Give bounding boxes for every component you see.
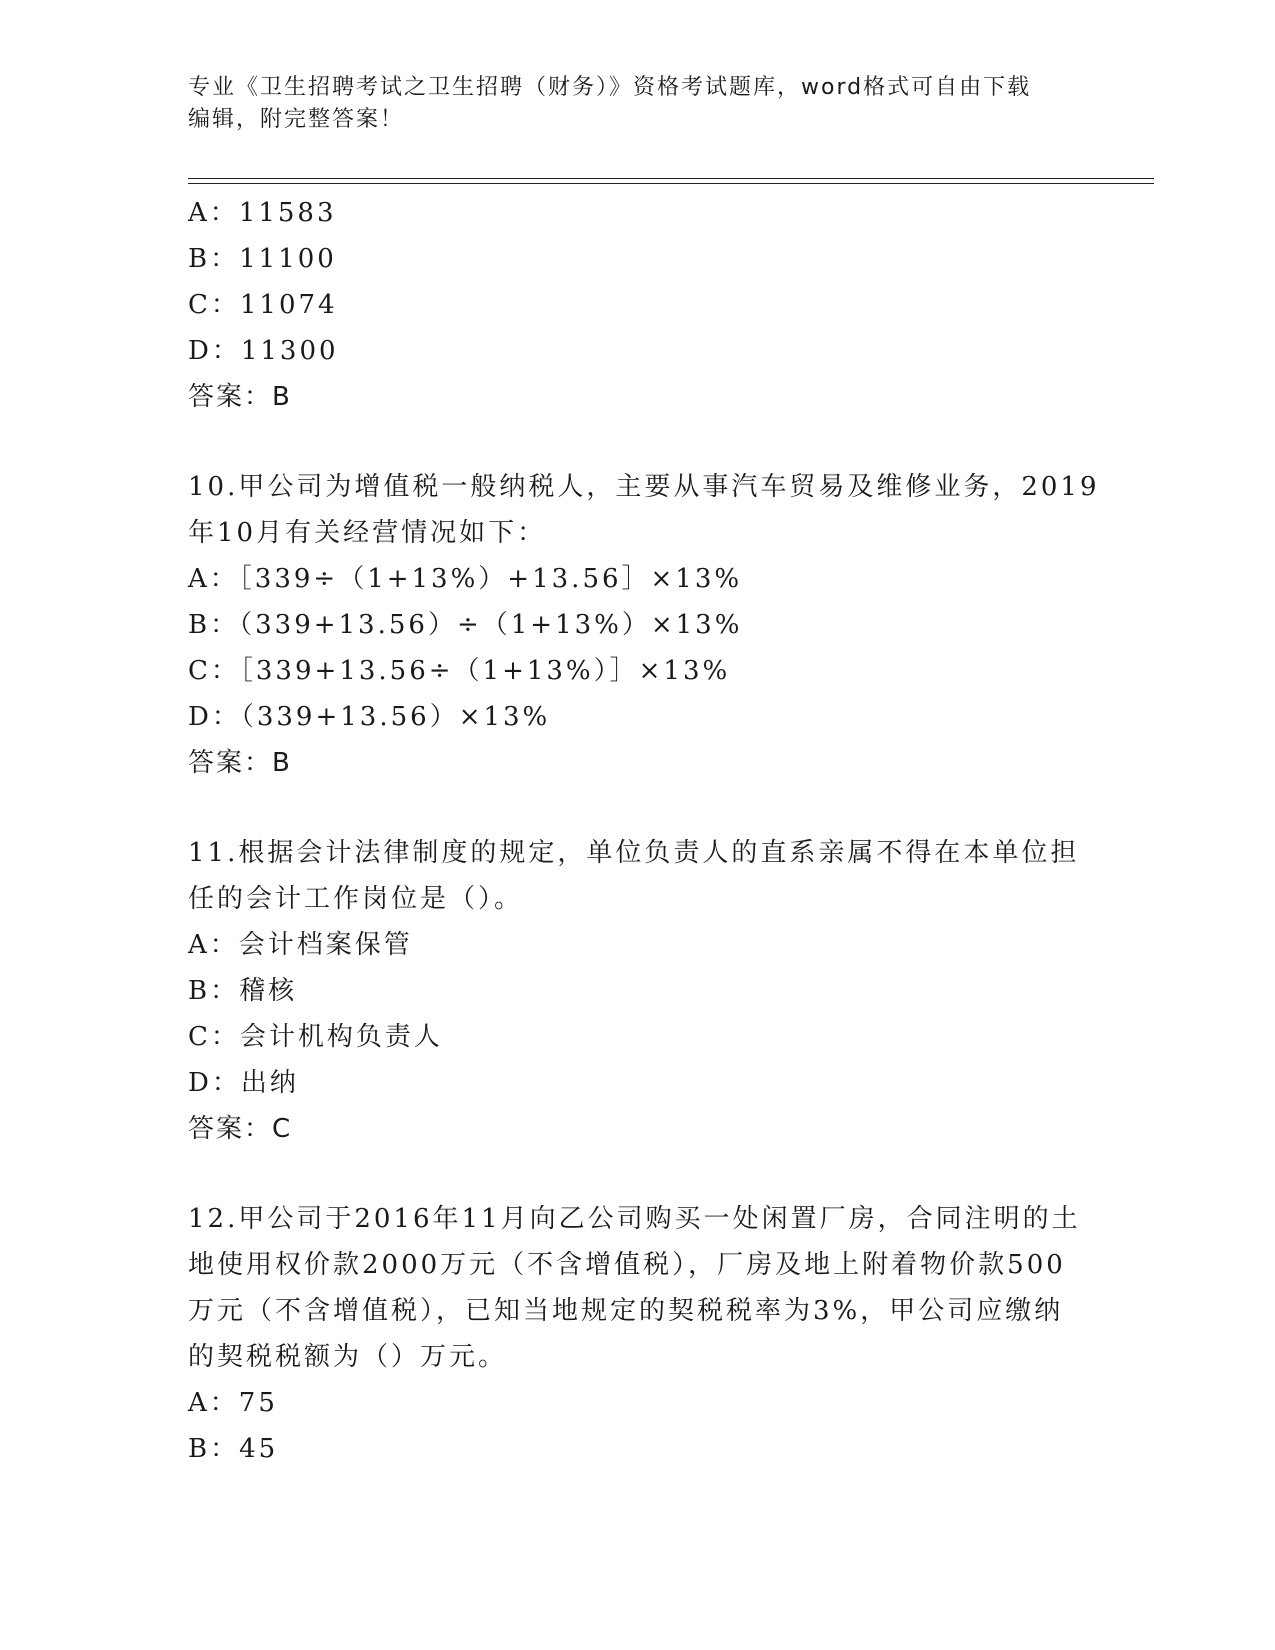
option-c: C：［339+13.56÷（1+13%）］×13% (188, 656, 731, 686)
option-d: D：出纳 (188, 1068, 299, 1098)
question-text-line: 12.甲公司于2016年11月向乙公司购买一处闲置厂房，合同注明的土 (188, 1204, 1081, 1234)
document-header (188, 72, 1088, 136)
header-divider-bottom (188, 183, 1154, 184)
question-text-line: 任的会计工作岗位是（）。 (188, 884, 524, 914)
option-b: B：（339+13.56）÷（1+13%）×13% (188, 610, 743, 640)
header-divider-top (188, 178, 1154, 179)
question-gap (188, 786, 1088, 830)
option-a: A：会计档案保管 (188, 930, 413, 960)
answer-line: 答案：C (188, 1114, 293, 1144)
question-gap (188, 420, 1088, 464)
question-10 (188, 464, 1100, 786)
answer-line: 答案：B (188, 382, 292, 412)
option-b: B：11100 (188, 244, 337, 274)
answer-line: 答案：B (188, 748, 292, 778)
question-list (188, 190, 1100, 1472)
question-gap (188, 1152, 1088, 1196)
question-text-line: 11.根据会计法律制度的规定，单位负责人的直系亲属不得在本单位担 (188, 838, 1080, 868)
option-b: B：稽核 (188, 976, 298, 1006)
question-9 (188, 190, 1088, 420)
option-d: D：（339+13.56）×13% (188, 702, 551, 732)
question-text-line: 的契税税额为（）万元。 (188, 1342, 508, 1372)
header-line-1: 专业《卫生招聘考试之卫生招聘（财务）》资格考试题库，word格式可自由下载 (188, 75, 1032, 100)
option-b: B：45 (188, 1434, 279, 1464)
option-a: A：11583 (188, 198, 337, 228)
question-text-line: 地使用权价款2000万元（不含增值税），厂房及地上附着物价款500 (188, 1250, 1066, 1280)
question-11 (188, 830, 1088, 1152)
option-d: D：11300 (188, 336, 339, 366)
question-text-line: 年10月有关经营情况如下： (188, 518, 547, 548)
option-c: C：会计机构负责人 (188, 1022, 443, 1052)
question-12 (188, 1196, 1088, 1472)
option-a: A：［339÷（1+13%）+13.56］×13% (188, 564, 743, 594)
option-c: C：11074 (188, 290, 338, 320)
option-a: A：75 (188, 1388, 278, 1418)
header-line-2: 编辑，附完整答案！ (188, 107, 405, 132)
question-text-line: 万元（不含增值税），已知当地规定的契税税率为3%，甲公司应缴纳 (188, 1296, 1064, 1326)
question-text-line: 10.甲公司为增值税一般纳税人，主要从事汽车贸易及维修业务，2019 (188, 472, 1100, 502)
